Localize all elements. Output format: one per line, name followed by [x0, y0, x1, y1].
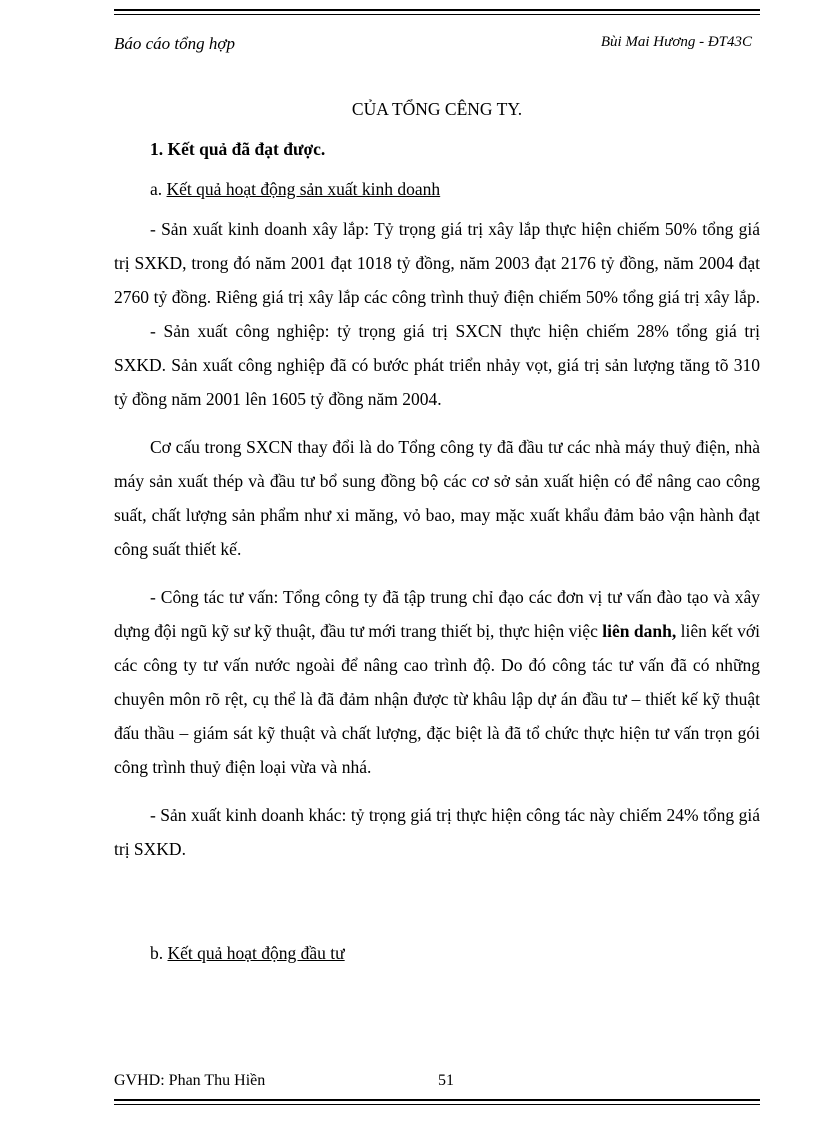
- paragraph-consulting-bold: liên danh,: [602, 621, 677, 641]
- paragraph-consulting-part1: - Công tác tư vấn: Tổng công ty đã tập trung chỉ đạo các đơn vị tư vấn đào tạo và xây dựng đội ngũ kỹ sư kỹ thuật, đầu tư mới trang thiết bị, thực hiện việc: [114, 587, 760, 641]
- paragraph-structure: Cơ cấu trong SXCN thay đổi là do Tổng công ty đã đầu tư các nhà máy thuỷ điện, nhà máy sản xuất thép và đầu tư bổ sung đồng bộ các cơ sở sản xuất hiện có để nâng cao công suất, chất lượng sản phẩm như xi măng, vỏ bao, may mặc xuất khẩu đảm bảo vận hành đạt công suất thiết kế.: [114, 437, 760, 559]
- header-rule-thin: [114, 14, 760, 15]
- footer-rule-thin: [114, 1104, 760, 1105]
- paragraph-consulting: [114, 580, 760, 784]
- paragraph-construction: - Sản xuất kinh doanh xây lắp: Tỷ trọng giá trị xây lắp thực hiện chiếm 50% tổng giá trị SXKD, trong đó năm 2001 đạt 1018 tỷ đồng, năm 2003 đạt 2176 tỷ đồng, năm 2004 đạt 2760 tỷ đồng. Riêng giá trị xây lắp các công trình thuỷ điện chiếm 50% tổng giá trị xây lắp.: [114, 219, 760, 307]
- paragraph-industry: - Sản xuất công nghiệp: tỷ trọng giá trị SXCN thực hiện chiếm 28% tổng giá trị SXKD. Sản xuất công nghiệp đã có bước phát triển nhảy vọt, giá trị sản lượng tăng tõ 310 tỷ đồng năm 2001 lên 1605 tỷ đồng năm 2004.: [114, 321, 760, 409]
- page-number: 51: [438, 1072, 454, 1089]
- paragraph-other-business: - Sản xuất kinh doanh khác: tỷ trọng giá trị thực hiện công tác này chiếm 24% tổng giá trị SXKD.: [114, 805, 760, 859]
- subheading-a-text: Kết quả hoạt động sản xuất kinh doanh: [166, 179, 441, 199]
- subheading-b-text: Kết quả hoạt động đầu tư: [167, 943, 345, 963]
- header-right: Bùi Mai Hương - ĐT43C: [600, 34, 752, 50]
- footer-rule-thick: [114, 1099, 760, 1101]
- page-title: CỦA TỔNG CÊNG TY.: [351, 99, 523, 119]
- section-heading: 1. Kết quả đã đạt được.: [150, 139, 326, 159]
- subheading-b: [114, 936, 760, 970]
- header-left: Báo cáo tổng hợp: [114, 34, 235, 53]
- paragraph-consulting-part2: liên kết với các công ty tư vấn nước ngoài để nâng cao trình độ. Do đó công tác tư vấn đã có những chuyên môn rõ rệt, cụ thể là đã đảm nhận được từ khâu lập dự án đầu tư – thiết kế kỹ thuật đấu thầu – giám sát kỹ thuật và chất lượng, đặc biệt là đã tổ chức thực hiện tư vấn trọn gói công trình thuỷ điện loại vừa và nhá.: [114, 621, 760, 777]
- subheading-b-prefix: b.: [150, 943, 168, 963]
- page-content: [114, 86, 760, 970]
- footer-advisor: GVHD: Phan Thu Hiền: [114, 1072, 266, 1089]
- subheading-a-prefix: a.: [150, 179, 167, 199]
- header-rule-thick: [114, 9, 760, 11]
- subheading-a: [114, 172, 760, 206]
